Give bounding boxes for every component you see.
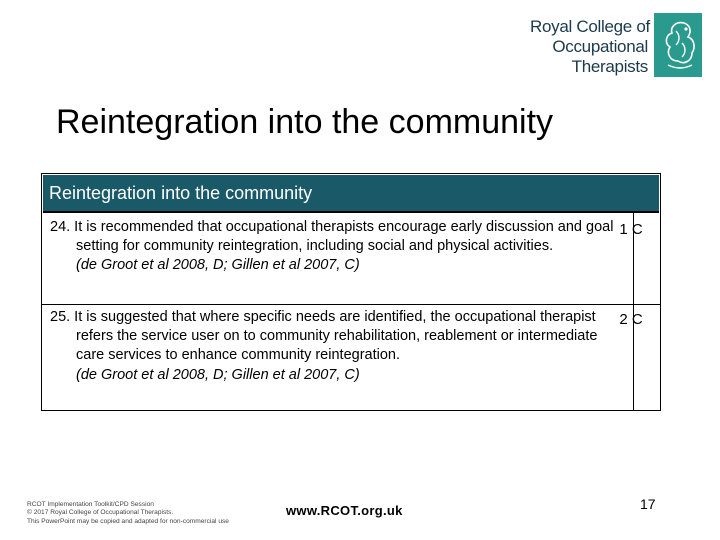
row-divider xyxy=(42,304,660,305)
footer-copyright-line: © 2017 Royal College of Occupational Therapists. xyxy=(27,509,174,517)
recommendation-reference: (de Groot et al 2008, D; Gillen et al 2007, C) xyxy=(76,257,360,274)
rcot-logo-wordmark xyxy=(530,17,648,77)
recommendation-body: 25. It is suggested that where specific needs are identified, the occupational therapist refers the service user on to community rehabilitation, reablement or intermediate care services to enhance community reintegration. xyxy=(50,309,598,364)
table-header: Reintegration into the community xyxy=(43,175,659,211)
header-divider xyxy=(43,211,659,213)
page-number: 17 xyxy=(640,496,656,512)
rcot-crest-icon xyxy=(654,13,702,77)
footer-usage-line: This PowerPoint may be copied and adapted for non-commercial use xyxy=(27,517,229,525)
recommendation-grade: 2 C xyxy=(619,311,643,328)
logo-line-3: Therapists xyxy=(571,57,648,76)
recommendation-grade: 1 C xyxy=(619,221,643,238)
recommendations-table xyxy=(41,173,661,411)
recommendation-text xyxy=(50,308,621,385)
footer-website-link[interactable]: www.RCOT.org.uk xyxy=(286,503,403,518)
footer-toolkit-line: RCOT Implementation Toolkit/CPD Session xyxy=(27,501,154,508)
recommendation-reference: (de Groot et al 2008, D; Gillen et al 2007, C) xyxy=(76,366,360,383)
logo-line-2: Occupational xyxy=(552,37,648,56)
footer-notes xyxy=(27,501,229,526)
slide-title: Reintegration into the community xyxy=(56,103,554,141)
logo-line-1: Royal College of xyxy=(530,17,650,36)
recommendation-body: 24. It is recommended that occupational therapists encourage early discussion and goal setting for community reintegration, including social and physical activities. xyxy=(50,219,614,255)
recommendation-text xyxy=(50,218,621,276)
